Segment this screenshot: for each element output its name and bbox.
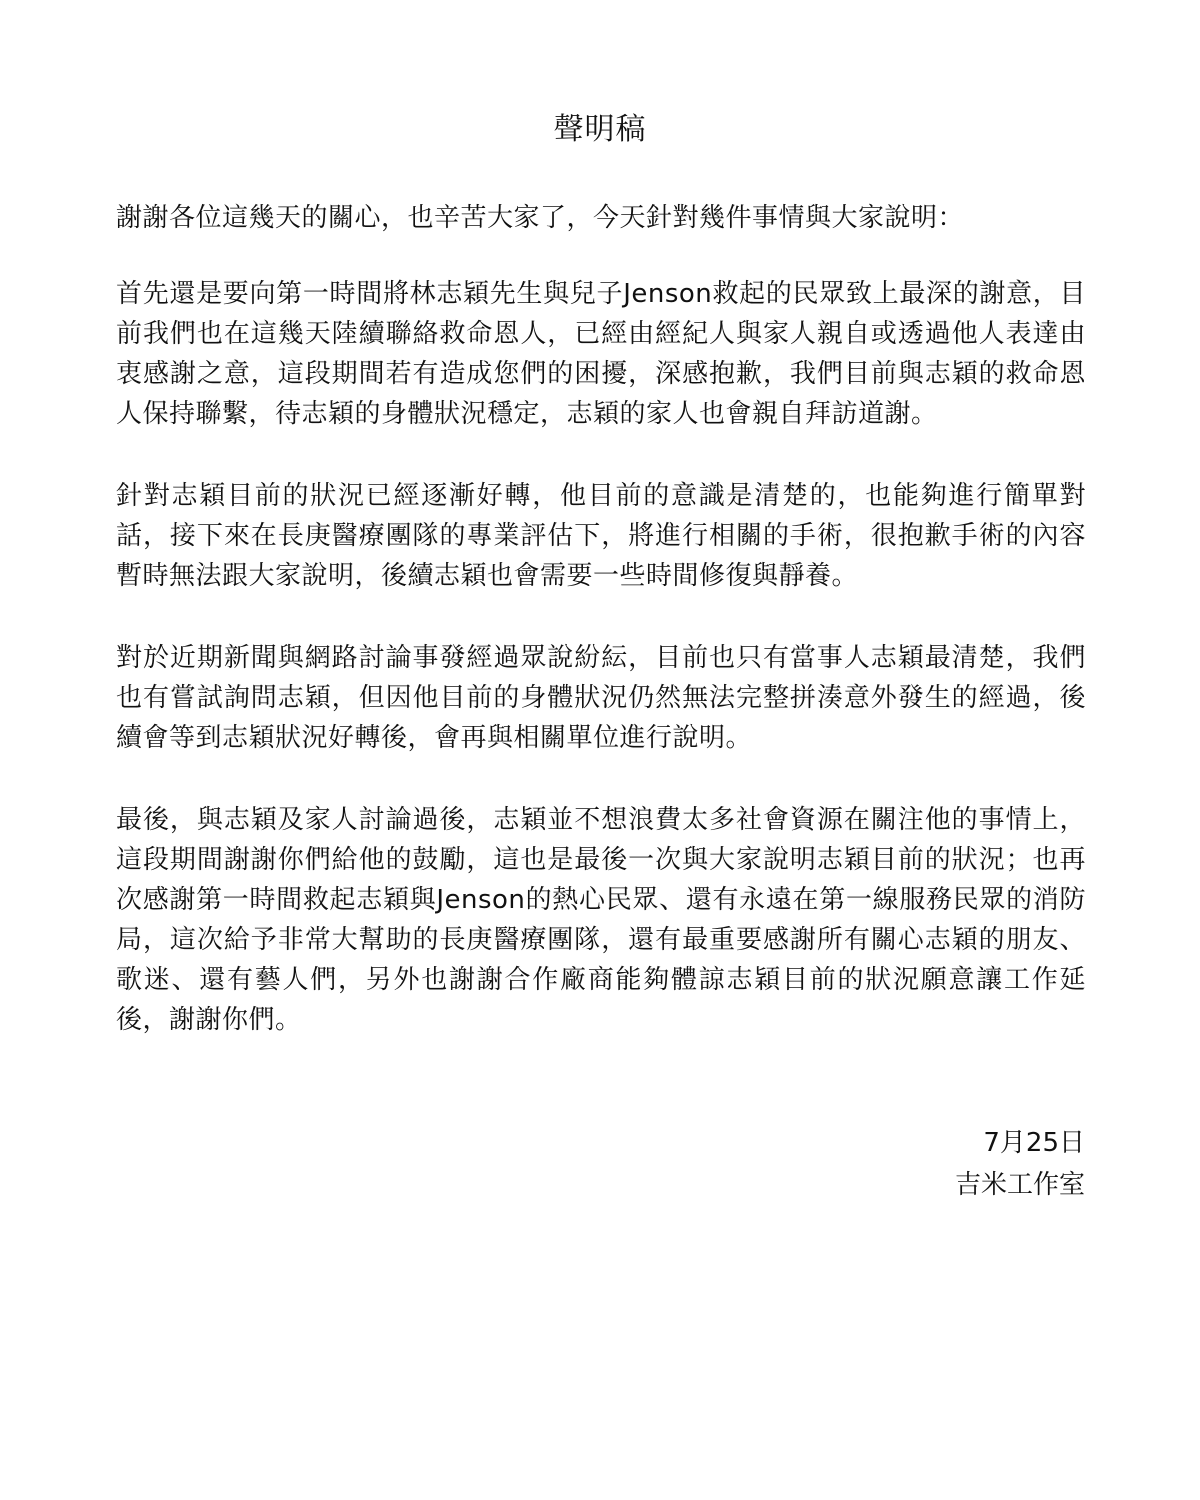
statement-date: 7月25日 (983, 1128, 1085, 1158)
paragraph-closing: 最後，與志穎及家人討論過後，志穎並不想浪費太多社會資源在關注他的事情上，這段期間謝謝你們給他的鼓勵，這也是最後一次與大家說明志穎目前的狀況；也再次感謝第一時間救起志穎與Jenson的熱心民眾、還有永遠在第一線服務民眾的消防局，這次給予非常大幫助的長庚醫療團隊，還有最重要感謝所有關心志穎的朋友、歌迷、還有藝人們，另外也謝謝合作廠商能夠體諒志穎目前的狀況願意讓工作延後，謝謝你們。 (116, 805, 1086, 1035)
signature-block (955, 1122, 1085, 1206)
statement-title: 聲明稿 (553, 112, 647, 147)
statement-body (116, 198, 1086, 1082)
paragraph-accident-details: 對於近期新聞與網路討論事發經過眾說紛紜，目前也只有當事人志穎最清楚，我們也有嘗試詢問志穎，但因他目前的身體狀況仍然無法完整拼湊意外發生的經過，後續會等到志穎狀況好轉後，會再與相關單位進行說明。 (116, 643, 1086, 753)
paragraph-health-status: 針對志穎目前的狀況已經逐漸好轉，他目前的意識是清楚的，也能夠進行簡單對話，接下來在長庚醫療團隊的專業評估下，將進行相關的手術，很抱歉手術的內容暫時無法跟大家說明，後續志穎也會需要一些時間修復與靜養。 (116, 481, 1086, 591)
paragraph-greeting: 謝謝各位這幾天的關心，也辛苦大家了，今天針對幾件事情與大家說明： (116, 203, 965, 233)
statement-signature: 吉米工作室 (954, 1170, 1085, 1200)
paragraph-thanks-rescuers: 首先還是要向第一時間將林志穎先生與兒子Jenson救起的民眾致上最深的謝意，目前我們也在這幾天陸續聯絡救命恩人，已經由經紀人與家人親自或透過他人表達由衷感謝之意，這段期間若有造成您們的困擾，深感抱歉，我們目前與志穎的救命恩人保持聯繫，待志穎的身體狀況穩定，志穎的家人也會親自拜訪道謝。 (116, 279, 1086, 429)
